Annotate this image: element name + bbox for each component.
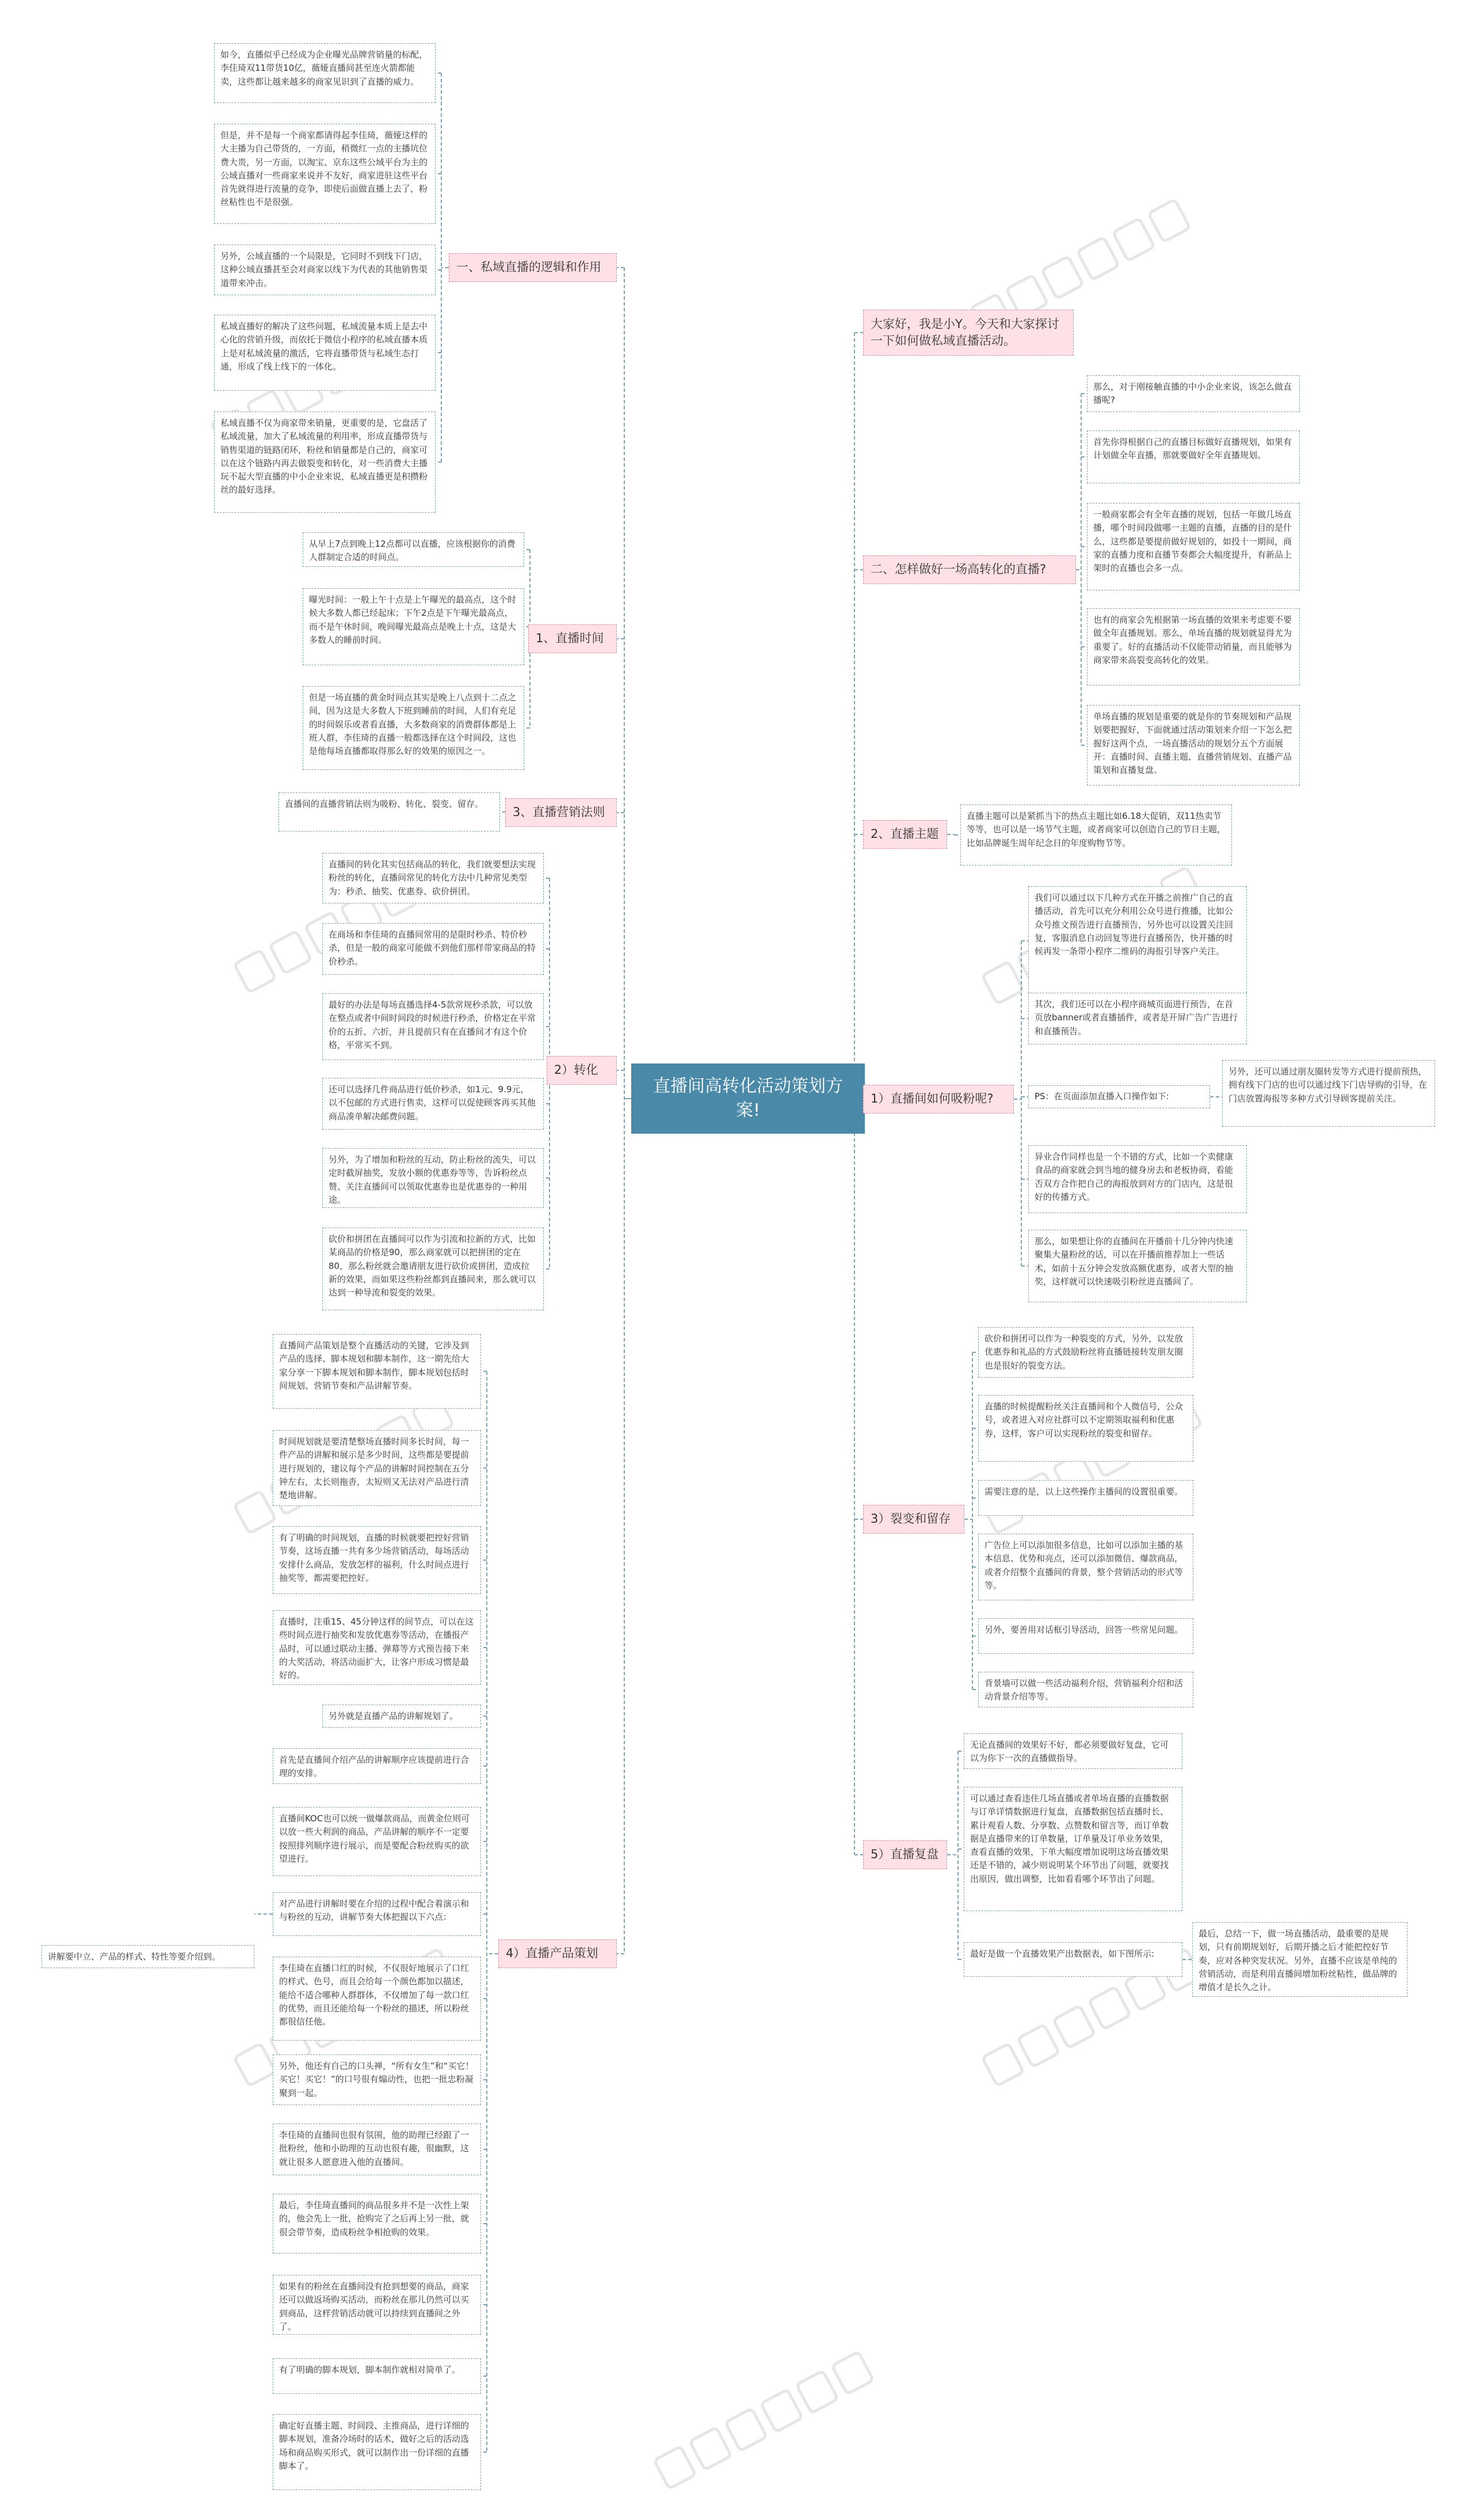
leaf-l4-6[interactable]: 砍价和拼团在直播间可以作为引流和拉新的方式，比如某商品的价格是90，那么商家就可以把拼团的定在80，那么粉丝就会邀请朋友进行砍价或拼团，造成拉新的效果，而如果这些粉丝都到直播间来，那么就可以达到一种导流和裂变的效果。 [322,1227,544,1310]
leaf-l5-13[interactable]: 如果有的粉丝在直播间没有抢到想要的商品，商家还可以做返场购买活动，而粉丝在那儿仍然可以买到商品，这样营销活动就可以持续到直播间之外了。 [273,2275,481,2335]
branch-live-theme[interactable]: 2、直播主题 [863,820,947,849]
branch-how-to-high-conversion[interactable]: 二、怎样做好一场高转化的直播? [863,555,1076,584]
leaf-l5-12[interactable]: 最后，李佳琦直播间的商品很多并不是一次性上架的，他会先上一批，抢购完了之后再上另一批，就很会带节奏，造成粉丝争相抢购的效果。 [273,2194,481,2254]
leaf-l5-11[interactable]: 李佳琦的直播间也很有氛围，他的助理已经跟了一批粉丝，他和小助理的互动也很有趣，很幽默，这就让很多人愿意进入他的直播间。 [273,2123,481,2175]
leaf-r8-3[interactable]: 异业合作同样也是一个不错的方式，比如一个卖健康食品的商家就会到当地的健身房去和老板协商，看能否双方合作把自己的海报放到对方的门店内，这是很好的传播方式。 [1028,1145,1247,1213]
branch-live-review[interactable]: 5）直播复盘 [863,1840,947,1869]
leaf-r10-3[interactable]: 最好是做一个直播效果产出数据表，如下图所示: [964,1942,1182,1977]
leaf-r9-3[interactable]: 需要注意的是，以上这些操作主播间的设置很重要。 [978,1480,1193,1516]
leaf-l5-9[interactable]: 李佳琦在直播口红的时候，不仅很好地展示了口红的样式、色号，而且会给每一个颜色都加以描述，能给不适合哪种人群群体，不仅增加了每一款口红的优势，而且还能给每一个粉丝的描述，所以粉丝都很信任他。 [273,1957,481,2041]
leaf-l1-4[interactable]: 私域直播好的解决了这些问题，私域流量本质上是去中心化的营销升级，而依托于微信小程序的私域直播本质上是对私域流量的激活，它将直播带货与私域生态打通，形成了线上线下的一体化。 [214,315,436,391]
branch-intro[interactable]: 大家好，我是小Y。今天和大家探讨一下如何做私域直播活动。 [863,310,1074,356]
leaf-l5-14[interactable]: 有了明确的脚本规划，脚本制作就相对简单了。 [273,2358,481,2394]
leaf-l5-4[interactable]: 直播时，注重15、45分钟这样的间节点，可以在这些时间点进行抽奖和发放优惠券等活动，在播报产品时，可以通过联动主播、弹幕等方式预告接下来的大奖活动，将活动面扩大，让客户形成习惯是最好的。 [273,1610,481,1685]
leaf-r6-5[interactable]: 单场直播的规划是重要的就是你的节奏规划和产品规划要把握好，下面就通过活动策划来介绍一下怎么把握好这两个点，一场直播活动的规划分五个方面展开：直播时间、直播主题、直播营销规划、直播产品策划和直播复盘。 [1087,705,1300,786]
branch-private-domain-logic[interactable]: 一、私域直播的逻辑和作用 [449,253,617,282]
leaf-r10-side[interactable]: 最后，总结一下，做一场直播活动，最重要的是规划，只有前期规划好，后期开播之后才能把控好节奏，应对各种突发状况。另外，直播不应该是单纯的营销活动，而是利用直播间增加粉丝粘性，做品牌的增值才是长久之计。 [1192,1922,1407,1997]
leaf-l4-5[interactable]: 另外，为了增加和粉丝的互动，防止粉丝的流失，可以定时截屏抽奖，发放小额的优惠券等等，告诉粉丝点赞、关注直播间可以领取优惠券也是优惠券的一种用途。 [322,1148,544,1208]
leaf-r9-1[interactable]: 砍价和拼团可以作为一种裂变的方式，另外，以发放优惠券和礼品的方式鼓励粉丝将直播链接转发朋友圈也是很好的裂变方法。 [978,1327,1193,1378]
leaf-l5-1[interactable]: 直播间产品策划是整个直播活动的关键，它涉及到产品的选择、脚本规划和脚本制作，这一期先给大家分享一下脚本规划和脚本制作，脚本规划包括时间规划、营销节奏和产品讲解节奏。 [273,1334,481,1409]
leaf-l2-2[interactable]: 曝光时间：一般上午十点是上午曝光的最高点，这个时候大多数人都已经起床；下午2点是下午曝光最高点，而不是午休时间，晚间曝光最高点是晚上十点，这是大多数人的睡前时间。 [303,588,524,665]
leaf-l5-side[interactable]: 讲解要中立、产品的样式、特性等要介绍到。 [41,1945,254,1968]
leaf-l2-3[interactable]: 但是一场直播的黄金时间点其实是晚上八点到十二点之间，因为这是大多数人下班到睡前的时间，人们有充足的时间娱乐或者看直播，大多数商家的消费群体都是上班人群，李佳琦的直播一般都选择在这个时间段，这也是他每场直播都取得那么好的效果的原因之一。 [303,686,524,770]
leaf-l4-1[interactable]: 直播间的转化其实包括商品的转化，我们就要想法实现粉丝的转化，直播间常见的转化方法中几种常见类型为：秒杀、抽奖、优惠券、砍价拼团。 [322,853,544,903]
branch-fission-retention[interactable]: 3）裂变和留存 [863,1505,964,1534]
leaf-l4-4[interactable]: 还可以选择几件商品进行低价秒杀，如1元、9.9元，以不包邮的方式进行售卖，这样可以促使顾客再买其他商品凑单解决邮费问题。 [322,1078,544,1130]
leaf-r9-2[interactable]: 直播的时候提醒粉丝关注直播间和个人微信号，公众号，或者进入对应社群可以不定期领取福利和优惠券，这样，客户可以实现粉丝的裂变和留存。 [978,1395,1193,1462]
leaf-l1-5[interactable]: 私域直播不仅为商家带来销量，更重要的是，它盘活了私域流量，加大了私域流量的利用率，形成直播带货与销售渠道的链路闭环，粉丝和销量都是自己的，商家可以在这个链路内再去做裂变和转化，对一些消费大主播玩不起大型直播的中小企业来说，私域直播更是积攒粉丝的最好选择。 [214,411,436,513]
leaf-r8-4[interactable]: 那么，如果想让你的直播间在开播前十几分钟内快速聚集大量粉丝的话，可以在开播前推荐加上一些话术，如前十五分钟会发放高额优惠券，或者大型的抽奖，这样就可以快速吸引粉丝进直播间了。 [1028,1230,1247,1302]
leaf-l3-1[interactable]: 直播间的直播营销法则为吸粉、转化、裂变、留存。 [278,792,500,832]
central-topic[interactable]: 直播间高转化活动策划方案! [631,1063,865,1134]
leaf-l5-3[interactable]: 有了明确的时间规划，直播的时候就要把控好营销节奏，这场直播一共有多少场营销活动，每场活动安排什么商品，发放怎样的福利，什么时间点进行抽奖等，都需要把控好。 [273,1526,481,1594]
leaf-r6-4[interactable]: 也有的商家会先根据第一场直播的效果来考虑要不要做全年直播规划。那么，单场直播的规划就显得尤为重要了。好的直播活动不仅能带动销量，而且能够为商家带来高裂变高转化的效果。 [1087,608,1300,685]
leaf-l5-10[interactable]: 另外，他还有自己的口头禅，“所有女生”和“买它！买它！买它！”的口号很有煽动性，也把一批忠粉凝聚到一起。 [273,2054,481,2105]
leaf-r6-1[interactable]: 那么，对于刚接触直播的中小企业来说，该怎么做直播呢? [1087,375,1300,412]
leaf-l5-6[interactable]: 首先是直播间介绍产品的讲解顺序应该提前进行合理的安排。 [273,1748,481,1784]
leaf-r9-4[interactable]: 广告位上可以添加很多信息，比如可以添加主播的基本信息、优势和亮点，还可以添加微信、爆款商品，或者介绍整个直播间的背景，整个营销活动的形式等等。 [978,1534,1193,1600]
leaf-l5-7[interactable]: 直播间KOC也可以统一做爆款商品，而黄金位则可以放一些大利润的商品，产品讲解的顺序不一定要按照排列顺序进行展示，而是要配合粉丝购买的欲望进行。 [273,1807,481,1876]
leaf-l2-1[interactable]: 从早上7点到晚上12点都可以直播，应该根据你的消费人群制定合适的时间点。 [303,532,524,567]
leaf-r10-2[interactable]: 可以通过查看违住几场直播或者单场直播的直播数据与订单详情数据进行复盘，直播数据包括直播时长、累计观看人数、分享数、点赞数和留言等，而订单数据是直播带来的订单数量，订单量及订单业务效果，查看直播的效果，下单大幅度增加说明这场直播效果还是不错的，减少则说明某个环节出了问题，就要找出原因，做出调整，比如看看哪个环节出了问题。 [964,1787,1182,1911]
branch-attract-fans[interactable]: 1）直播间如何吸粉呢? [863,1085,1014,1114]
leaf-l5-15[interactable]: 确定好直播主题、时间段、主推商品，进行详细的脚本规划，准备冷场时的话术，做好之后的活动选场和商品购买形式，就可以制作出一份详细的直播脚本了。 [273,2414,481,2490]
branch-marketing-rules[interactable]: 3、直播营销法则 [505,798,617,827]
leaf-l4-3[interactable]: 最好的办法是每场直播选择4-5款常规秒杀款，可以放在整点或者中间时间段的时候进行秒杀，价格定在平常价的五折、六折，并且提前只有在直播间才有这个价格，平常买不到。 [322,993,544,1060]
leaf-l5-8[interactable]: 对产品进行讲解时要在介绍的过程中配合着演示和与粉丝的互动，讲解节奏大体把握以下六点： [273,1892,481,1936]
leaf-r8-side[interactable]: 另外，还可以通过朋友圈转发等方式进行提前预热，拥有线下门店的也可以通过线下门店导购的引导，在门店放置海报等多种方式引导顾客提前关注。 [1222,1060,1435,1127]
leaf-r8-2[interactable]: 其次，我们还可以在小程序商城页面进行预告，在首页放banner或者直播插件，或者是开屏广告广告进行和直播预告。 [1028,993,1247,1044]
leaf-l1-2[interactable]: 但是，并不是每一个商家都请得起李佳琦，薇娅这样的大主播为自己带货的，一方面，稍微红一点的主播坑位费大贵，另一方面，以淘宝、京东这些公域平台为主的公域直播对一些商家来说并不友好，商家进驻这些平台首先就得进行流量的竞争，即使后面做直播上去了，粉丝粘性也不是很强。 [214,124,436,224]
leaf-r6-3[interactable]: 一般商家都会有全年直播的规划，包括一年做几场直播，哪个时间段做哪一主题的直播，直播的目的是什么，这些都是要提前做好规划的，如投十一期间，商家的直播力度和直播节奏都会大幅度提升，有新品上架时的直播也会多一点。 [1087,503,1300,590]
leaf-l1-3[interactable]: 另外，公域直播的一个局限是，它同时不到线下门店，这种公域直播甚至会对商家以线下为代表的其他销售渠道带来冲击。 [214,245,436,295]
leaf-l4-2[interactable]: 在商场和李佳琦的直播间常用的是限时秒杀、特价秒杀，但是一般的商家可能做不到他们那样带家商品的特价秒杀。 [322,923,544,975]
leaf-l1-1[interactable]: 如今，直播似乎已经成为企业曝光品牌营销量的标配，李佳琦双11带货10亿，薇娅直播间甚至连火箭都能卖，这些都让越来越多的商家见识到了直播的威力。 [214,43,436,103]
branch-conversion[interactable]: 2）转化 [547,1056,617,1085]
leaf-l5-5[interactable]: 另外就是直播产品的讲解规划了。 [322,1705,481,1728]
leaf-r10-1[interactable]: 无论直播间的效果好不好，都必须要做好复盘，它可以为你下一次的直播做指导。 [964,1733,1182,1769]
leaf-r6-2[interactable]: 首先你得根据自己的直播目标做好直播规划，如果有计划做全年直播，那就要做好全年直播规划。 [1087,430,1300,483]
branch-product-planning[interactable]: 4）直播产品策划 [498,1939,617,1968]
leaf-r7-1[interactable]: 直播主题可以是紧抓当下的热点主题比如6.18大促销，双11热卖节等等，也可以是一场节气主题，或者商家可以创造自己的节日主题，比如品牌诞生周年纪念日的年度购物节等。 [960,805,1232,866]
leaf-r8-ps[interactable]: PS：在页面添加直播入口操作如下: [1028,1085,1210,1108]
branch-live-time[interactable]: 1、直播时间 [528,624,617,653]
leaf-r9-6[interactable]: 背景墙可以做一些活动福利介绍，营销福利介绍和活动背景介绍等等。 [978,1672,1193,1707]
leaf-r8-1[interactable]: 我们可以通过以下几种方式在开播之前推广自己的直播活动，首先可以充分利用公众号进行推播，比如公众号推文预告进行直播预告，另外也可以设置关注回复，客服消息自动回复等进行直播预告，快开播的时候再发一条带小程序二维码的海报引导客户关注。 [1028,886,1247,996]
leaf-r9-5[interactable]: 另外，要善用对话框引导活动，回答一些常见问题。 [978,1618,1193,1654]
leaf-l5-2[interactable]: 时间规划就是要清楚整场直播时间多长时间，每一件产品的讲解和展示是多少时间，这些都是要提前进行规划的，建议每个产品的讲解时间控制在五分钟左右，太长则拖沓，太短则又无法对产品进行清楚地讲解。 [273,1430,481,1506]
